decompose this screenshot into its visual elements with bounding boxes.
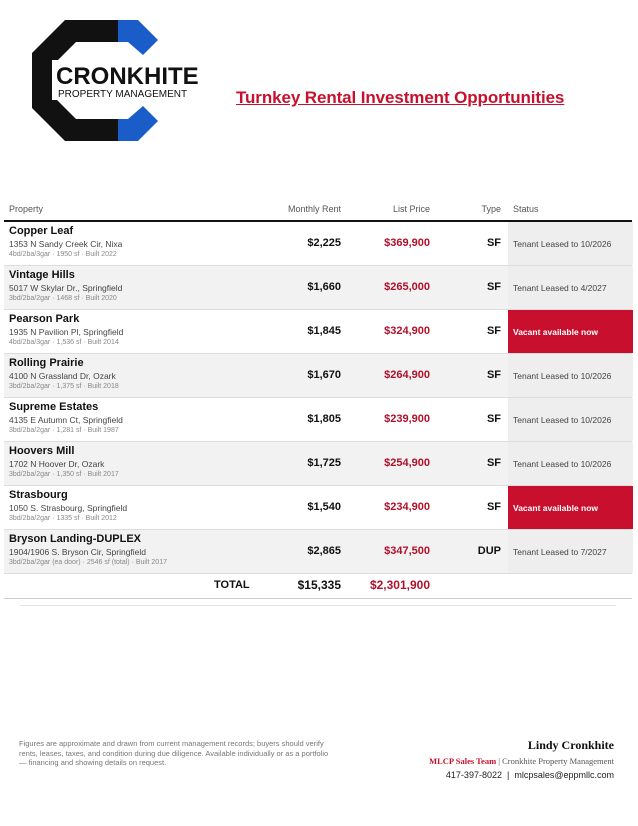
property-details: 3bd/2ba/2gar · 1,350 sf · Built 2017 xyxy=(9,471,119,478)
header-property: Property xyxy=(9,204,44,214)
table-row xyxy=(4,310,632,354)
status-badge: Tenant Leased to 10/2026 xyxy=(508,398,633,441)
list-price: $264,900 xyxy=(384,369,430,381)
table-row xyxy=(4,266,632,310)
monthly-rent: $1,805 xyxy=(307,413,341,425)
table-header xyxy=(4,200,632,222)
status-badge: Tenant Leased to 10/2026 xyxy=(508,354,633,397)
list-price: $254,900 xyxy=(384,457,430,469)
property-name: Pearson Park xyxy=(9,313,80,325)
list-price: $239,900 xyxy=(384,413,430,425)
total-price: $2,301,900 xyxy=(369,578,430,592)
signature-block xyxy=(429,738,614,780)
list-price: $324,900 xyxy=(384,325,430,337)
monthly-rent: $1,670 xyxy=(307,369,341,381)
property-name: Vintage Hills xyxy=(9,269,75,281)
status-badge: Tenant Leased to 10/2026 xyxy=(508,222,633,265)
status-badge: Vacant available now xyxy=(508,310,633,353)
property-type: SF xyxy=(486,501,501,513)
monthly-rent: $1,660 xyxy=(307,281,341,293)
logo-subtitle: PROPERTY MANAGEMENT xyxy=(58,89,188,100)
email-link[interactable]: mlcpsales@eppmllc.com xyxy=(514,770,614,780)
property-name: Rolling Prairie xyxy=(9,357,84,369)
list-price: $369,900 xyxy=(384,237,430,249)
company-name: Cronkhite Property Management xyxy=(502,756,614,766)
header-rent: Monthly Rent xyxy=(287,204,341,214)
property-type: SF xyxy=(486,369,501,381)
status-badge: Tenant Leased to 4/2027 xyxy=(508,266,633,309)
list-price: $234,900 xyxy=(384,501,430,513)
monthly-rent: $1,540 xyxy=(307,501,341,513)
monthly-rent: $1,845 xyxy=(307,325,341,337)
property-type: SF xyxy=(486,325,501,337)
table-row xyxy=(4,486,632,530)
property-name: Supreme Estates xyxy=(9,401,99,413)
table-row xyxy=(4,398,632,442)
header-type: Type xyxy=(481,204,501,214)
listings-table xyxy=(4,200,632,599)
total-label: TOTAL xyxy=(214,579,250,591)
table-row xyxy=(4,222,632,266)
property-name: Hoovers Mill xyxy=(9,445,75,457)
property-name: Strasbourg xyxy=(9,489,68,501)
property-details: 3bd/2ba/2gar · 1335 sf · Built 2012 xyxy=(9,515,117,522)
property-details: 3bd/2ba/2gar · 1,281 sf · Built 1987 xyxy=(9,427,119,434)
logo-name: CRONKHITE xyxy=(56,63,199,90)
property-details: 3bd/2ba/2gar · 1468 sf · Built 2020 xyxy=(9,295,117,302)
monthly-rent: $2,225 xyxy=(307,237,341,249)
contact-line: 417-397-8022 | mlcpsales@eppmllc.com xyxy=(445,770,614,780)
property-address: 1353 N Sandy Creek Cir, Nixa xyxy=(9,239,123,249)
property-type: SF xyxy=(486,413,501,425)
property-address: 1050 S. Strasbourg, Springfield xyxy=(9,503,128,513)
table-row xyxy=(4,530,632,574)
property-address: 4100 N Grassland Dr, Ozark xyxy=(9,371,116,381)
table-row xyxy=(4,442,632,486)
agent-name: Lindy Cronkhite xyxy=(527,738,614,752)
team-name: MLCP Sales Team xyxy=(429,756,497,766)
property-details: 3bd/2ba/2gar (ea door) · 2546 sf (total) · Built 2017 xyxy=(9,559,167,566)
property-type: SF xyxy=(486,457,501,469)
status-badge: Vacant available now xyxy=(508,486,633,529)
header-status: Status xyxy=(513,204,539,214)
property-address: 1904/1906 S. Bryson Cir, Springfield xyxy=(9,547,147,557)
property-type: SF xyxy=(486,281,501,293)
monthly-rent: $1,725 xyxy=(307,457,341,469)
property-address: 4135 E Autumn Ct, Springfield xyxy=(9,415,123,425)
page-headline: Turnkey Rental Investment Opportunities xyxy=(236,88,565,107)
property-type: SF xyxy=(486,237,501,249)
status-badge: Tenant Leased to 10/2026 xyxy=(508,442,633,485)
property-name: Bryson Landing-DUPLEX xyxy=(9,533,142,545)
monthly-rent: $2,865 xyxy=(307,545,341,557)
team-line: MLCP Sales Team | Cronkhite Property Management xyxy=(429,756,614,766)
property-address: 5017 W Skylar Dr., Springfield xyxy=(9,283,123,293)
phone-link[interactable]: 417-397-8022 xyxy=(445,770,502,780)
table-row xyxy=(4,354,632,398)
total-row xyxy=(4,574,632,599)
property-details: 4bd/2ba/3gar · 1950 sf · Built 2022 xyxy=(9,251,117,258)
list-price: $265,000 xyxy=(384,281,430,293)
status-badge: Tenant Leased to 7/2027 xyxy=(508,530,633,573)
property-details: 3bd/2ba/2gar · 1,375 sf · Built 2018 xyxy=(9,383,119,390)
disclaimer-text: Figures are approximate and drawn from current management records; buyers should verify rents, leases, taxes, and condition during due diligence. Available individually or as a portfolio — financing and showing details on request. xyxy=(19,739,329,767)
property-name: Copper Leaf xyxy=(9,225,74,237)
property-address: 1702 N Hoover Dr, Ozark xyxy=(9,459,105,469)
list-price: $347,500 xyxy=(384,545,430,557)
divider xyxy=(20,605,616,606)
property-address: 1935 N Pavilion Pl, Springfield xyxy=(9,327,124,337)
company-logo xyxy=(30,18,205,143)
total-rent: $15,335 xyxy=(297,578,341,592)
property-type: DUP xyxy=(477,545,501,557)
header-price: List Price xyxy=(392,204,430,214)
property-details: 4bd/2ba/3gar · 1,536 sf · Built 2014 xyxy=(9,339,119,346)
